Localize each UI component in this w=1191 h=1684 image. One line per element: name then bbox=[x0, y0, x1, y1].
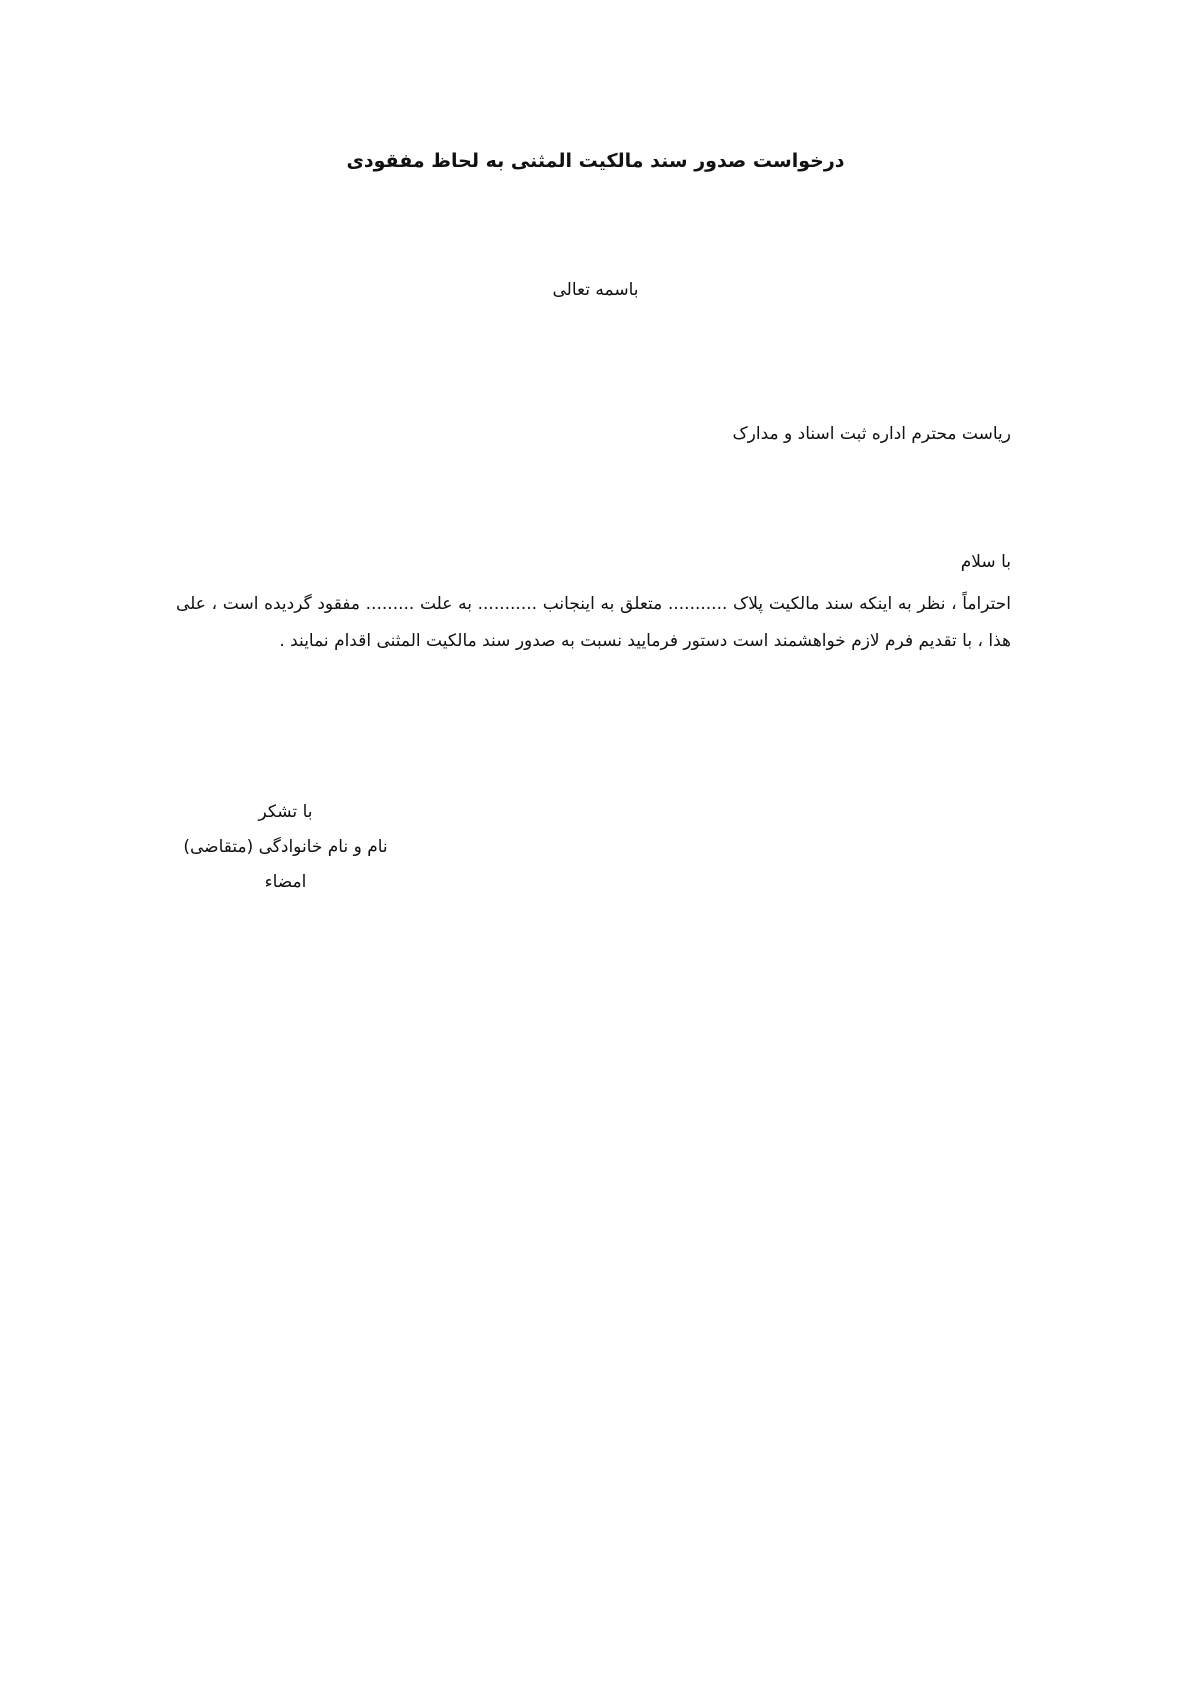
thanks-line: با تشکر bbox=[258, 802, 313, 822]
document-title: درخواست صدور سند مالکیت المثنی به لحاظ مفقودی bbox=[346, 150, 845, 172]
signature-label: امضاء bbox=[264, 872, 307, 892]
greeting-line: با سلام bbox=[960, 552, 1011, 572]
addressee-line: ریاست محترم اداره ثبت اسناد و مدارک bbox=[732, 424, 1011, 444]
closing-block bbox=[178, 795, 393, 900]
applicant-name-label: نام و نام خانوادگی (متقاضی) bbox=[183, 837, 388, 857]
request-body-paragraph: احتراماً ، نظر به اینکه سند مالکیت پلاک ........... متعلق به اینجانب ........... به علت ......... مفقود گردیده است ، علی هذا ، با تقدیم فرم لازم خواهشمند است دستور فرمایید نسبت به صدور سند مالکیت المثنی اقدام نمایند . bbox=[176, 594, 1011, 651]
invocation-text: باسمه تعالی bbox=[552, 280, 639, 300]
